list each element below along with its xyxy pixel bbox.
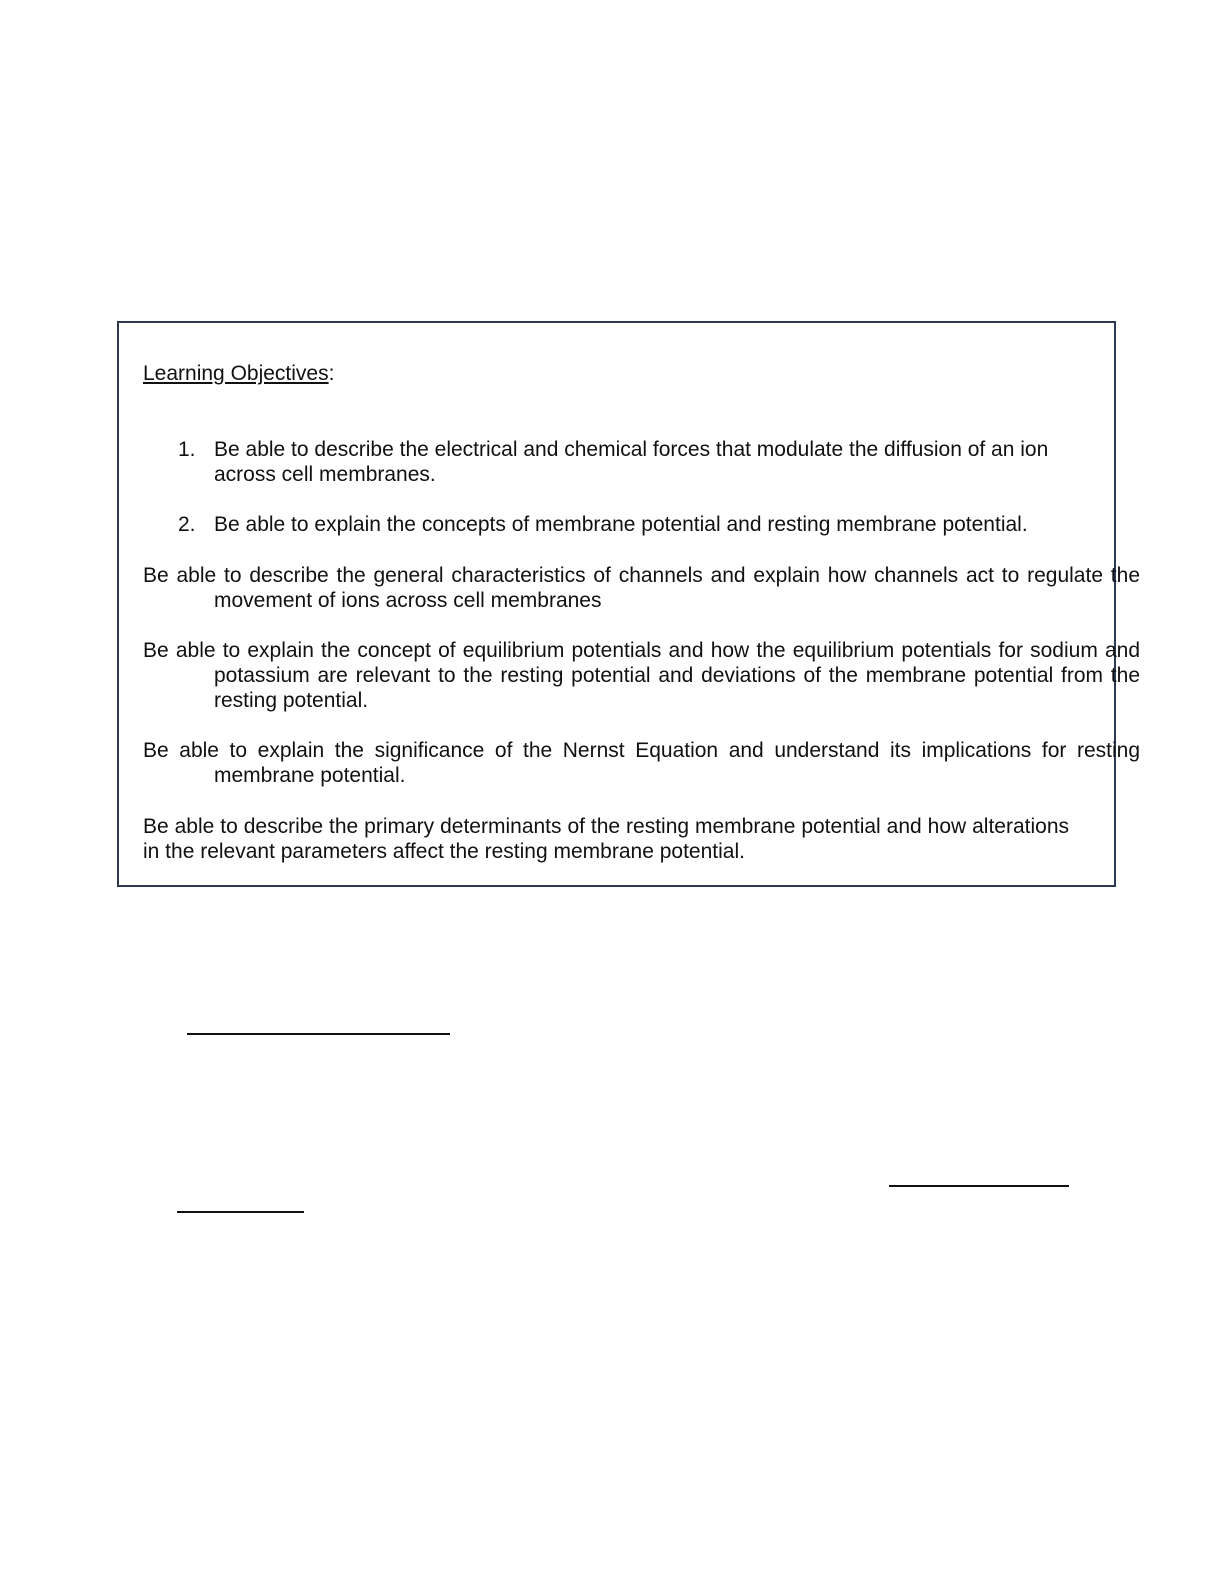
heading-colon: :: [328, 362, 335, 385]
objective-number: 2.: [178, 513, 196, 536]
objective-paragraph-nernst: Be able to explain the significance of the Nernst Equation and understand its implications for resting membrane potential.: [143, 739, 1140, 787]
objective-text: Be able to describe the electrical and chemical forces that modulate the diffusion of an ion across cell membranes.: [214, 438, 1049, 486]
objective-paragraph-equilibrium: Be able to explain the concept of equilibrium potentials and how the equilibrium potentials for sodium and potassium are relevant to the resting potential and deviations of the membrane potential from the resting potential.: [143, 639, 1140, 712]
objective-number: 1.: [178, 438, 196, 461]
objective-item-2: [143, 512, 1069, 537]
objective-paragraph-channels: Be able to describe the general characteristics of channels and explain how channels act to regulate the movement of ions across cell membranes: [143, 564, 1140, 612]
fill-in-blank-line: [187, 1033, 450, 1035]
objective-paragraph-determinants: Be able to describe the primary determinants of the resting membrane potential and how alterations in the relevant parameters affect the resting membrane potential.: [143, 815, 1069, 863]
heading-text: Learning Objectives: [143, 362, 329, 385]
fill-in-blank-line: [177, 1211, 304, 1213]
objective-text: Be able to explain the concepts of membrane potential and resting membrane potential.: [214, 513, 1028, 536]
learning-objectives-heading: [143, 361, 334, 386]
fill-in-blank-line: [889, 1185, 1069, 1187]
objective-item-1: [143, 437, 1069, 487]
